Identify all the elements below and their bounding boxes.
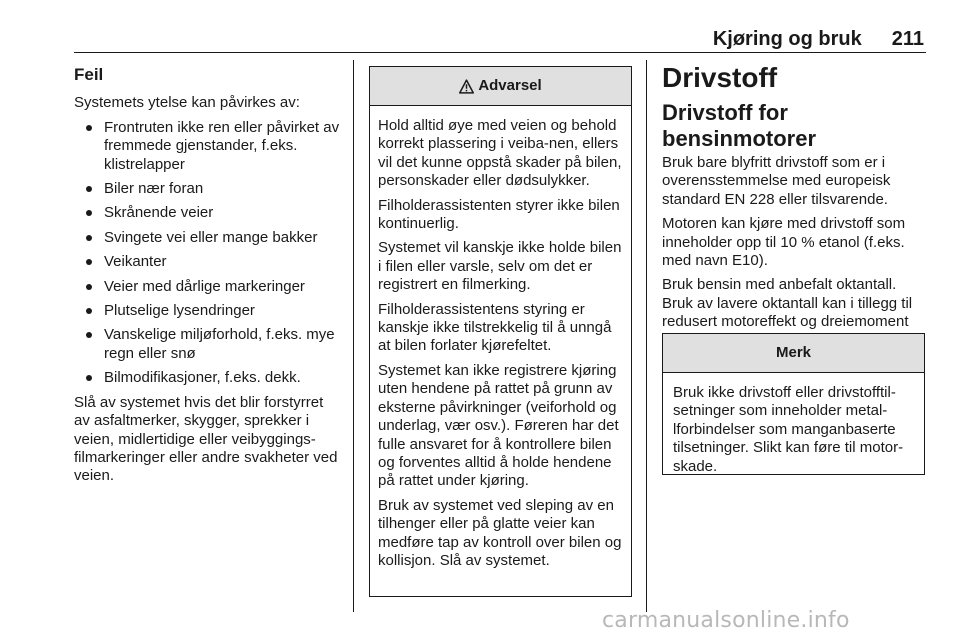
warning-paragraph: Hold alltid øye med veien og behold korrekt plassering i veiba-nen, ellers vil det kunne oppstå skader på bilen, personskader eller dødsulykker. — [378, 117, 622, 190]
list-item: Biler nær foran — [74, 180, 342, 198]
warning-paragraph: Bruk av systemet ved sleping av en tilhenger eller på glatte veier kan medføre tap av kontroll over bilen og kollisjon. Slå av systemet. — [378, 496, 622, 569]
page-header — [0, 28, 924, 50]
list-item: Veier med dårlige markeringer — [74, 278, 342, 296]
drivstoff-subtitle: Drivstoff for bensinmotorer — [662, 100, 817, 151]
warning-box — [369, 66, 632, 597]
feil-outro: Slå av systemet hvis det blir forstyrret av asfaltmerker, skygger, sprekker i veien, midlertidige eller veibyggings-filmarkeringer eller andre svakheter ved veien. — [74, 393, 338, 485]
column-feil — [74, 60, 342, 492]
header-rule — [74, 52, 926, 53]
warning-paragraph: Systemet kan ikke registrere kjøring uten hendene på rattet på grunn av eksterne påvirkninger (veiforhold og underlag, vær osv.). Føreren har det fulle ansvaret for å kontrollere bilen og forventes alltid å holde hendene på rattet under kjøring. — [378, 361, 619, 490]
warning-header — [370, 67, 631, 106]
drivstoff-paragraph: Bruk bare blyfritt drivstoff som er i overensstemmelse med europeisk standard EN 228 eller tilsvarende. — [662, 154, 891, 208]
note-header — [663, 334, 924, 373]
column-divider-right — [646, 60, 647, 612]
feil-bullet-list — [74, 119, 342, 388]
warning-paragraph: Filholderassistenten styrer ikke bilen kontinuerlig. — [378, 196, 620, 233]
drivstoff-paragraph: Bruk bensin med anbefalt oktantall. Bruk av lavere oktantall kan i tillegg til redusert motoreffekt og dreiemoment — [662, 276, 913, 331]
list-item: Frontruten ikke ren eller påvirket av fremmede gjenstander, f.eks. klistrelapper — [74, 119, 342, 174]
watermark: carmanualsonline.info — [602, 608, 850, 633]
note-body — [663, 373, 924, 488]
warning-body — [370, 106, 631, 582]
column-divider-left — [353, 60, 354, 612]
list-item: Vanskelige miljøforhold, f.eks. mye regn eller snø — [74, 326, 342, 363]
list-item: Veikanter — [74, 253, 342, 271]
list-item: Bilmodifikasjoner, f.eks. dekk. — [74, 369, 342, 387]
section-title: Kjøring og bruk — [712, 28, 862, 50]
list-item: Svingete vei eller mange bakker — [74, 229, 342, 247]
warning-triangle-icon — [459, 79, 474, 94]
warning-title: Advarsel — [478, 76, 542, 94]
list-item: Plutselige lysendringer — [74, 302, 342, 320]
page-number: 211 — [891, 28, 924, 50]
note-title: Merk — [775, 343, 812, 361]
note-text: Bruk ikke drivstoff eller drivstofftil-setninger som inneholder metal-lforbindelser som manganbaserte tilsetninger. Slikt kan føre til motor-skade. — [673, 384, 904, 475]
note-box — [662, 333, 925, 475]
column-drivstoff — [662, 60, 928, 356]
feil-heading: Feil — [74, 65, 104, 84]
warning-paragraph: Systemet vil kanskje ikke holde bilen i filen eller varsle, selv om det er registrert en filmerking. — [378, 239, 622, 294]
feil-intro: Systemets ytelse kan påvirkes av: — [74, 94, 300, 112]
warning-paragraph: Filholderassistentens styring er kanskje ikke tilstrekkelig til å unngå at bilen forlater kjørefeltet. — [378, 300, 612, 355]
drivstoff-title: Drivstoff — [662, 62, 778, 93]
drivstoff-paragraph: Motoren kan kjøre med drivstoff som inneholder opp til 10 % etanol (f.eks. med navn E10). — [662, 215, 906, 270]
list-item: Skrånende veier — [74, 204, 342, 222]
